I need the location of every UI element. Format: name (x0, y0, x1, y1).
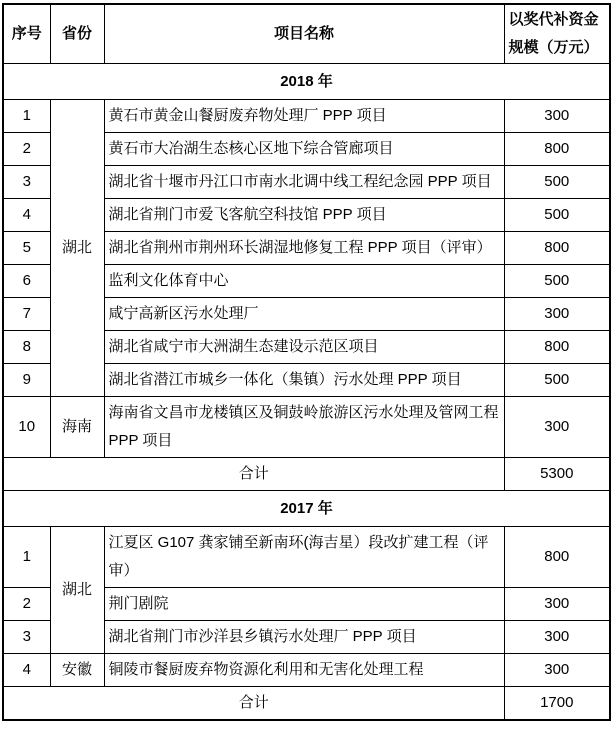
project-name: 黄石市黄金山餐厨废弃物处理厂 PPP 项目 (104, 100, 504, 133)
section-row-2017 (3, 491, 610, 527)
section-year-label: 2017 年 (3, 491, 610, 527)
amount-cell: 800 (504, 133, 610, 166)
amount-cell: 800 (504, 331, 610, 364)
row-no: 5 (3, 232, 50, 265)
row-no: 6 (3, 265, 50, 298)
table-row (3, 100, 610, 133)
amount-cell: 800 (504, 232, 610, 265)
table-row (3, 654, 610, 687)
project-name: 监利文化体育中心 (104, 265, 504, 298)
row-no: 10 (3, 397, 50, 458)
row-no: 1 (3, 527, 50, 588)
project-name: 湖北省荆州市荆州环长湖湿地修复工程 PPP 项目（评审） (104, 232, 504, 265)
col-header-province: 省份 (50, 4, 104, 64)
row-no: 2 (3, 588, 50, 621)
project-name: 海南省文昌市龙楼镇区及铜鼓岭旅游区污水处理及管网工程 PPP 项目 (104, 397, 504, 458)
table-row (3, 527, 610, 588)
total-label: 合计 (3, 687, 504, 720)
total-amount: 1700 (504, 687, 610, 720)
amount-cell: 500 (504, 364, 610, 397)
row-no: 8 (3, 331, 50, 364)
row-no: 3 (3, 621, 50, 654)
amount-cell: 500 (504, 166, 610, 199)
project-name: 湖北省十堰市丹江口市南水北调中线工程纪念园 PPP 项目 (104, 166, 504, 199)
funding-table (2, 3, 611, 721)
section-row-2018 (3, 64, 610, 100)
total-row-2018 (3, 458, 610, 491)
project-name: 铜陵市餐厨废弃物资源化利用和无害化处理工程 (104, 654, 504, 687)
amount-cell: 300 (504, 588, 610, 621)
project-name: 荆门剧院 (104, 588, 504, 621)
province-cell-hubei: 湖北 (50, 100, 104, 397)
amount-cell: 500 (504, 265, 610, 298)
col-header-no: 序号 (3, 4, 50, 64)
amount-cell: 300 (504, 397, 610, 458)
row-no: 1 (3, 100, 50, 133)
row-no: 4 (3, 654, 50, 687)
project-name: 湖北省荆门市沙洋县乡镇污水处理厂 PPP 项目 (104, 621, 504, 654)
header-row (3, 4, 610, 64)
row-no: 9 (3, 364, 50, 397)
total-row-2017 (3, 687, 610, 720)
amount-cell: 300 (504, 298, 610, 331)
project-name: 咸宁高新区污水处理厂 (104, 298, 504, 331)
project-name: 湖北省潜江市城乡一体化（集镇）污水处理 PPP 项目 (104, 364, 504, 397)
row-no: 7 (3, 298, 50, 331)
amount-cell: 500 (504, 199, 610, 232)
col-header-fund-scale: 以奖代补资金规模（万元） (504, 4, 610, 64)
project-name: 江夏区 G107 龚家铺至新南环(海吉星）段改扩建工程（评审） (104, 527, 504, 588)
row-no: 3 (3, 166, 50, 199)
total-label: 合计 (3, 458, 504, 491)
project-name: 黄石市大冶湖生态核心区地下综合管廊项目 (104, 133, 504, 166)
amount-cell: 300 (504, 654, 610, 687)
province-cell-hainan: 海南 (50, 397, 104, 458)
project-name: 湖北省荆门市爱飞客航空科技馆 PPP 项目 (104, 199, 504, 232)
row-no: 4 (3, 199, 50, 232)
col-header-project-name: 项目名称 (104, 4, 504, 64)
total-amount: 5300 (504, 458, 610, 491)
province-cell-hubei: 湖北 (50, 527, 104, 654)
amount-cell: 800 (504, 527, 610, 588)
amount-cell: 300 (504, 621, 610, 654)
section-year-label: 2018 年 (3, 64, 610, 100)
row-no: 2 (3, 133, 50, 166)
project-name: 湖北省咸宁市大洲湖生态建设示范区项目 (104, 331, 504, 364)
amount-cell: 300 (504, 100, 610, 133)
table-row (3, 397, 610, 458)
province-cell-anhui: 安徽 (50, 654, 104, 687)
